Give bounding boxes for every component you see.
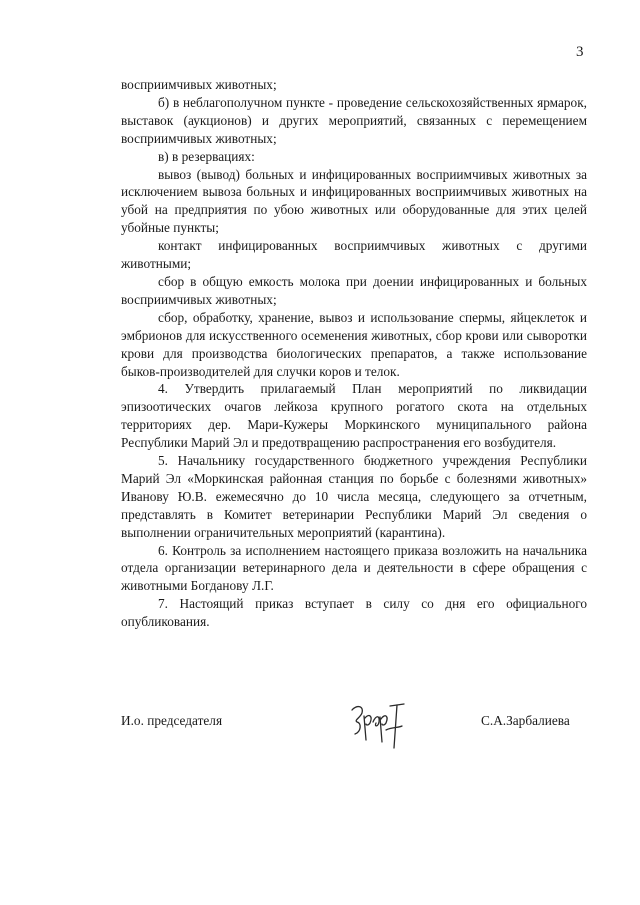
paragraph-reservation-insemination: сбор, обработку, хранение, вывоз и использование спермы, яйцеклеток и эмбрионов для искусственного осеменения животных, сбор крови или сыворотки крови для производства биологических препаратов, а также использование быков-производителей для случки коров и телок. [121, 309, 587, 379]
paragraph-item-b: б) в неблагополучном пункте - проведение сельскохозяйственных ярмарок, выставок (аукционов) и других мероприятий, связанных с перемещением восприимчивых животных; [121, 94, 587, 146]
paragraph-reservation-contact: контакт инфицированных восприимчивых животных с другими животными; [121, 238, 587, 272]
paragraph-point-5: 5. Начальнику государственного бюджетного учреждения Республики Марий Эл «Моркинская районная станция по борьбе с болезнями животных» Иванову Ю.В. ежемесячно до 10 числа месяца, следующего за отчетным, представлять в Комитет ветеринарии Республики Марий Эл сведения о выполнении ограничительных мероприятий (карантина). [121, 453, 587, 540]
page-number: 3 [576, 44, 584, 60]
paragraph-continuation: восприимчивых животных; [121, 77, 277, 92]
paragraph-point-7: 7. Настоящий приказ вступает в силу со дня его официального опубликования. [121, 596, 587, 630]
paragraph-point-4: 4. Утвердить прилагаемый План мероприятий по ликвидации эпизоотических очагов лейкоза крупного рогатого скота на отдельных территориях дер. Мари-Кужеры Моркинского муниципального района Республики Марий Эл и предотвращению распространения его возбудителя. [121, 381, 587, 451]
paragraph-item-v: в) в резервациях: [158, 148, 255, 164]
handwritten-signature [346, 696, 408, 754]
paragraph-reservation-milk: сбор в общую емкость молока при доении инфицированных и больных восприимчивых животных; [121, 273, 587, 307]
signatory-name: С.А.Зарбалиева [481, 713, 570, 728]
paragraph-reservation-removal: вывоз (вывод) больных и инфицированных восприимчивых животных за исключением вывоза больных и инфицированных восприимчивых животных на убой на предприятия по убою животных или оборудованные для этих целей убойные пункты; [121, 166, 587, 236]
document-body [121, 76, 587, 631]
paragraph-point-6: 6. Контроль за исполнением настоящего приказа возложить на начальника отдела организации ветеринарного дела и деятельности в сфере обращения с животными Богданову Л.Г. [121, 542, 587, 594]
signatory-role: И.о. председателя [121, 713, 223, 728]
